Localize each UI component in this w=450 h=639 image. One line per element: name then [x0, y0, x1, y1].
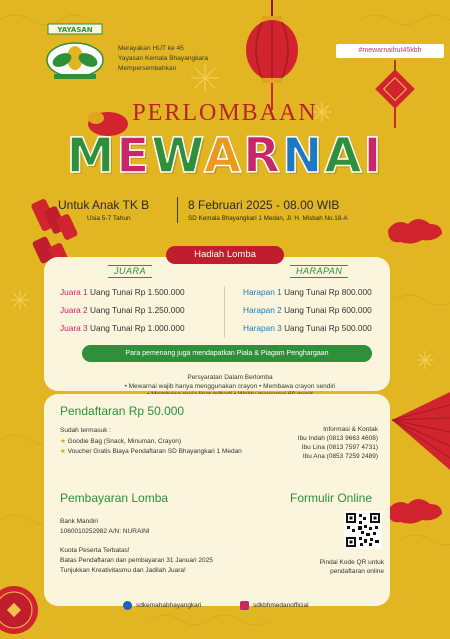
- contact-item: Ibu Lina (0813 7597 4731): [301, 444, 378, 451]
- prize-value: Uang Tunai Rp 800.000: [284, 287, 372, 297]
- juara-row: [60, 287, 185, 297]
- organizer-text: [118, 44, 268, 74]
- prize-value: Uang Tunai Rp 600.000: [284, 305, 372, 315]
- includes-item: [60, 437, 181, 446]
- includes-label: Sudah termasuk :: [60, 427, 111, 434]
- org-line: Yayasan Kemala Bhayangkara: [118, 55, 209, 62]
- age-range: Usia 5-7 Tahun: [87, 215, 131, 222]
- quota-note: Kuota Peserta Terbatas!: [60, 547, 130, 554]
- contact-item: Ibu Indah (0813 9663 4608): [297, 435, 378, 442]
- qr-instructions: [300, 558, 384, 576]
- rank-label: Juara 2: [60, 305, 88, 315]
- title-letter: N: [282, 128, 325, 184]
- info-divider: [177, 197, 178, 223]
- bank-name: Bank Mandiri: [60, 518, 98, 525]
- rank-label: Juara 1: [60, 287, 88, 297]
- star-icon: ★: [60, 448, 66, 455]
- rank-label: Harapan 3: [243, 323, 282, 333]
- prize-title: Hadiah Lomba: [166, 246, 284, 264]
- online-form-title: Formulir Online: [290, 491, 373, 505]
- account-number: 1060010252982 A/N: NURAINI: [60, 528, 150, 535]
- hashtag-badge: #mewarnaihut45kbh: [336, 44, 444, 58]
- harapan-row: [243, 305, 372, 315]
- facebook-icon[interactable]: [123, 601, 132, 610]
- contact-block: [290, 425, 378, 461]
- title-letter: A: [324, 128, 364, 184]
- prize-value: Uang Tunai Rp 1.500.000: [90, 287, 185, 297]
- title-letter: I: [363, 128, 384, 184]
- event-location: SD Kemala Bhayangkari 1 Medan, Jl. H. Misbah No.18-A: [188, 215, 348, 222]
- instagram-icon[interactable]: [240, 601, 249, 610]
- harapan-row: [243, 287, 372, 297]
- title-letter: R: [243, 128, 283, 184]
- qr-line: pendaftaran online: [330, 568, 384, 575]
- juara-row: [60, 305, 185, 315]
- rank-label: Harapan 1: [243, 287, 282, 297]
- fan-ornament: [392, 392, 450, 470]
- qr-code-icon[interactable]: [344, 511, 382, 549]
- subtitle-perlombaan: PERLOMBAAN: [132, 100, 318, 126]
- cloud-ornaments: [388, 219, 442, 524]
- qr-line: Pindai Kode QR untuk: [319, 559, 384, 566]
- event-date: 8 Februari 2025 - 08.00 WIB: [188, 198, 340, 212]
- org-line: Merayakan HUT ke 45: [118, 45, 184, 52]
- payment-title: Pembayaran Lomba: [60, 491, 169, 505]
- prize-value: Uang Tunai Rp 1.000.000: [90, 323, 185, 333]
- juara-header: JUARA: [108, 265, 152, 278]
- title-letter: M: [66, 128, 117, 184]
- instagram-handle[interactable]: sdkbhmedanofficial: [253, 602, 309, 609]
- harapan-header: HARAPAN: [290, 265, 348, 278]
- call-to-action: Tunjukkan Kreativitasmu dan Jadilah Juara!: [60, 567, 186, 574]
- facebook-handle[interactable]: sdkemahabhayangkari: [136, 602, 202, 609]
- title-letter: W: [151, 128, 205, 184]
- yayasan-logo: [40, 20, 110, 82]
- title-letter: E: [116, 128, 152, 184]
- coin-ornament: [0, 586, 38, 634]
- logo-text: YAYASAN: [57, 26, 93, 34]
- star-icon: ★: [60, 438, 66, 445]
- org-line: Mempersembahkan: [118, 65, 177, 72]
- contact-title: Informasi & Kontak: [323, 426, 378, 433]
- title-mewarnai: [0, 126, 450, 186]
- prize-divider: [224, 286, 225, 338]
- deadline-note: Batas Pendaftaran dan pembayaran 31 Januari 2025: [60, 557, 213, 564]
- includes-item: [60, 447, 242, 456]
- prize-value: Uang Tunai Rp 1.250.000: [90, 305, 185, 315]
- harapan-row: [243, 323, 372, 333]
- trophy-banner: Para pemenang juga mendapatkan Piala & Piagam Penghargaan: [82, 345, 372, 362]
- rank-label: Juara 3: [60, 323, 88, 333]
- juara-row: [60, 323, 185, 333]
- requirements-title: Persyaratan Dalam Berlomba: [187, 374, 273, 381]
- rank-label: Harapan 2: [243, 305, 282, 315]
- target-participants: Untuk Anak TK B: [58, 198, 150, 212]
- contact-item: Ibu Ana (0853 7259 2489): [302, 453, 378, 460]
- includes-item-text: Voucher Gratis Biaya Pendaftaran SD Bhayangkari 1 Medan: [67, 448, 242, 455]
- includes-item-text: Goodie Bag (Snack, Minuman, Crayon): [67, 438, 182, 445]
- requirements-line: • Mewarnai wajib hanya menggunakan crayon • Membawa crayon sendiri: [124, 382, 336, 390]
- title-letter: A: [204, 128, 244, 184]
- registration-fee: Pendaftaran Rp 50.000: [60, 404, 185, 418]
- prize-value: Uang Tunai Rp 500.000: [284, 323, 372, 333]
